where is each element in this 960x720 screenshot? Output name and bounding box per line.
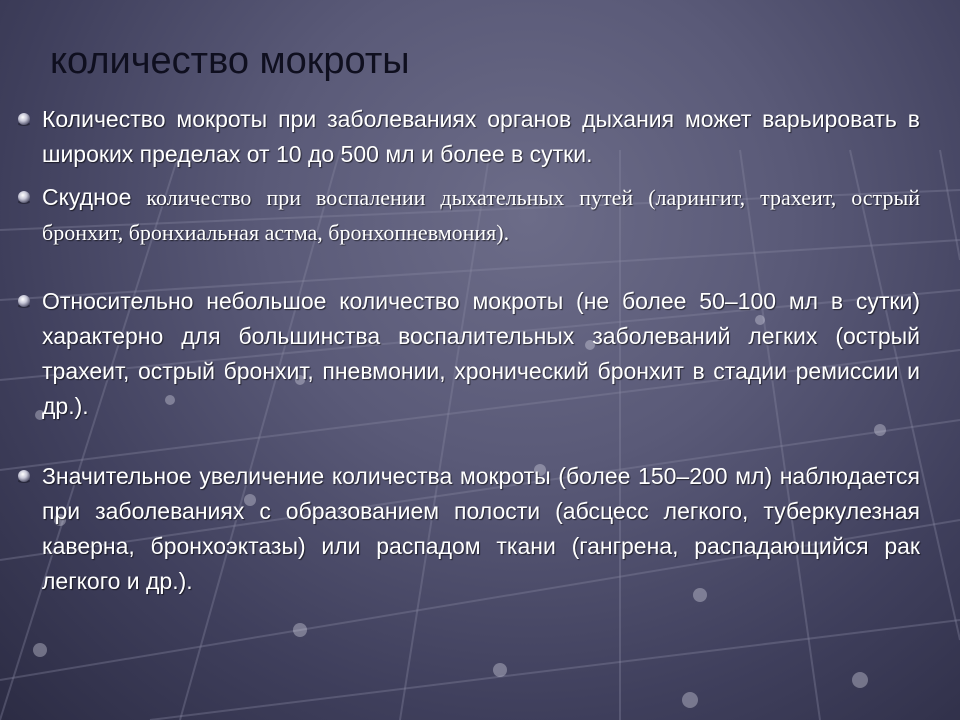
list-item-text: Значительное увеличение количества мокроты (более 150–200 мл) наблюдается при заболеваниях с образованием полости (абсцесс легкого, туберкулезная каверна, бронхоэктазы) или распадом ткани (гангрена, распадающийся рак легкого и др.). <box>42 463 920 594</box>
list-item <box>10 180 920 250</box>
gray-sphere-bullet-icon <box>16 190 32 204</box>
list-item-rest: количество при воспалении дыхательных путей (ларингит, трахеит, острый бронхит, бронхиальная астма, бронхопневмония). <box>42 185 920 245</box>
gray-sphere-bullet-icon <box>16 294 32 308</box>
list-item-text: Относительно небольшое количество мокроты (не более 50–100 мл в сутки) характерно для большинства воспалительных заболеваний легких (острый трахеит, острый бронхит, пневмонии, хронический бронхит в стадии ремиссии и др.). <box>42 288 920 419</box>
list-item-text <box>42 180 920 250</box>
list-item <box>10 284 920 424</box>
slide-title: количество мокроты <box>50 40 410 82</box>
gray-sphere-bullet-icon <box>16 112 32 126</box>
list-item-text: Количество мокроты при заболеваниях органов дыхания может варьировать в широких пределах от 10 до 500 мл и более в сутки. <box>42 106 920 167</box>
list-item <box>10 102 920 172</box>
gray-sphere-bullet-icon <box>16 469 32 483</box>
bullet-list <box>10 102 920 599</box>
list-item-lead: Скудное <box>42 184 132 210</box>
list-item <box>10 459 920 599</box>
